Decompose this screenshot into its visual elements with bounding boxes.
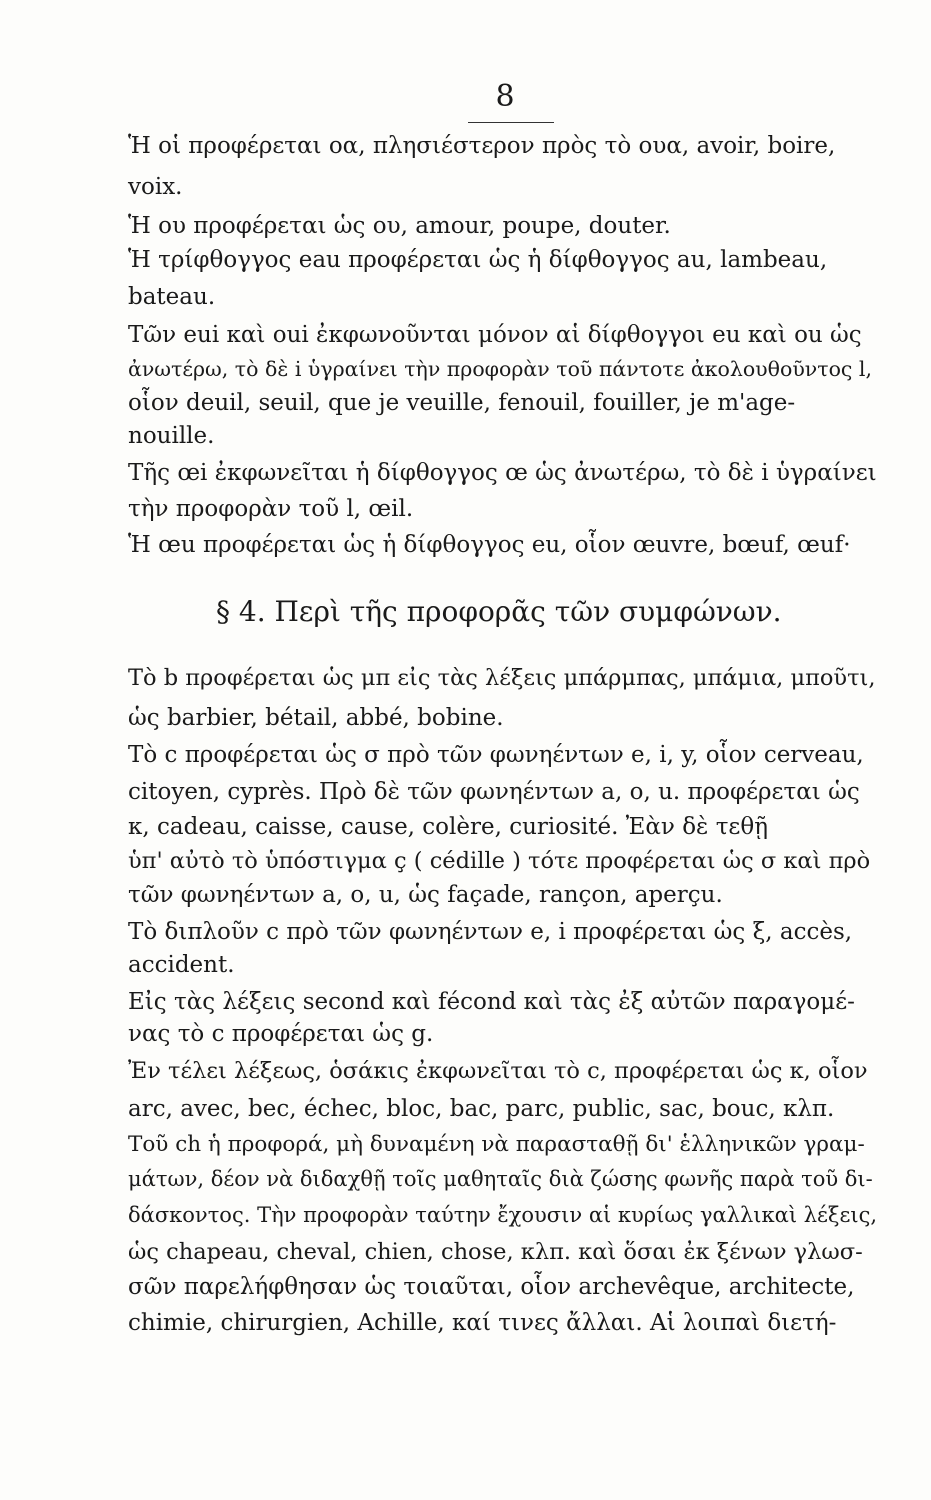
text-line: Ἡ ου προφέρεται ὡς ου, amour, poupe, douter.	[128, 213, 671, 239]
text-line: μάτων, δέον νὰ διδαχθῇ τοῖς μαθηταῖς διὰ ζώσης φωνῆς παρὰ τοῦ δι-	[128, 1167, 873, 1191]
text-line: νας τὸ c προφέρεται ὡς g.	[128, 1021, 434, 1047]
text-line: Τῆς œi ἐκφωνεῖται ἡ δίφθογγος œ ὡς ἀνωτέρω, τὸ δὲ i ὑγραίνει	[128, 460, 877, 486]
text-line: bateau.	[128, 284, 216, 310]
text-line: Τὸ b προφέρεται ὡς μπ εἰς τὰς λέξεις μπάρμπας, μπάμια, μποῦτι,	[128, 665, 876, 691]
text-line: nouille.	[128, 423, 215, 449]
text-line: Τῶν eui καὶ oui ἐκφωνοῦνται μόνον αἱ δίφθογγοι eu καὶ ou ὡς	[128, 322, 862, 348]
text-line: chimie, chirurgien, Achille, καί τινες ἄλλαι. Αἱ λοιπαὶ διετή-	[128, 1310, 837, 1336]
text-line: Τοῦ ch ἡ προφορά, μὴ δυναμένη νὰ παρασταθῇ δι' ἑλληνικῶν γραμ-	[128, 1132, 865, 1157]
text-line: voix.	[128, 174, 183, 200]
text-line: Ἡ τρίφθογγος eau προφέρεται ὡς ἡ δίφθογγος au, lambeau,	[128, 247, 828, 273]
text-line: οἷον deuil, seuil, que je veuille, fenouil, fouiller, je m'age-	[128, 390, 796, 416]
text-line: Τὸ c προφέρεται ὡς σ πρὸ τῶν φωνηέντων e, i, y, οἷον cerveau,	[128, 742, 864, 768]
text-line: Ἐν τέλει λέξεως, ὁσάκις ἐκφωνεῖται τὸ c, προφέρεται ὡς κ, οἷον	[128, 1058, 868, 1084]
text-line: κ, cadeau, caisse, cause, colère, curiosité. Ἐὰν δὲ τεθῇ	[128, 814, 768, 840]
page-number: 8	[495, 79, 515, 114]
text-line: Τὸ διπλοῦν c πρὸ τῶν φωνηέντων e, i προφέρεται ὡς ξ, accès,	[128, 919, 853, 945]
text-line: arc, avec, bec, échec, bloc, bac, parc, public, sac, bouc, κλπ.	[128, 1096, 835, 1122]
text-line: citoyen, cyprès. Πρὸ δὲ τῶν φωνηέντων a, o, u. προφέρεται ὡς	[128, 779, 860, 805]
text-line: τῶν φωνηέντων a, o, u, ὡς façade, rançon, aperçu.	[128, 882, 723, 908]
text-line: σῶν παρελήφθησαν ὡς τοιαῦται, οἷον archevêque, architecte,	[128, 1274, 855, 1300]
text-line: Ἡ œu προφέρεται ὡς ἡ δίφθογγος eu, οἷον œuvre, bœuf, œuf·	[128, 532, 851, 558]
text-line: τὴν προφορὰν τοῦ l, œil.	[128, 496, 414, 522]
text-line: Εἰς τὰς λέξεις second καὶ fécond καὶ τὰς ἐξ αὐτῶν παραγομέ-	[128, 989, 855, 1015]
page-number-rule	[468, 122, 554, 123]
text-line: ὡς barbier, bétail, abbé, bobine.	[128, 705, 504, 731]
text-line: ἀνωτέρω, τὸ δὲ i ὑγραίνει τὴν προφορὰν τοῦ πάντοτε ἀκολουθοῦντος l,	[128, 357, 872, 381]
text-line: δάσκοντος. Τὴν προφορὰν ταύτην ἔχουσιν αἱ κυρίως γαλλικαὶ λέξεις,	[128, 1203, 878, 1227]
section-heading: § 4. Περὶ τῆς προφορᾶς τῶν συμφώνων.	[216, 595, 782, 628]
text-line: Ἡ οἱ προφέρεται οα, πλησιέστερον πρὸς τὸ ουα, avoir, boire,	[128, 133, 836, 159]
text-line: ὡς chapeau, cheval, chien, chose, κλπ. καὶ ὅσαι ἐκ ξένων γλωσ-	[128, 1239, 863, 1265]
text-line: accident.	[128, 952, 235, 978]
text-line: ὑπ' αὐτὸ τὸ ὑπόστιγμα ç ( cédille ) τότε προφέρεται ὡς σ καὶ πρὸ	[128, 848, 871, 874]
